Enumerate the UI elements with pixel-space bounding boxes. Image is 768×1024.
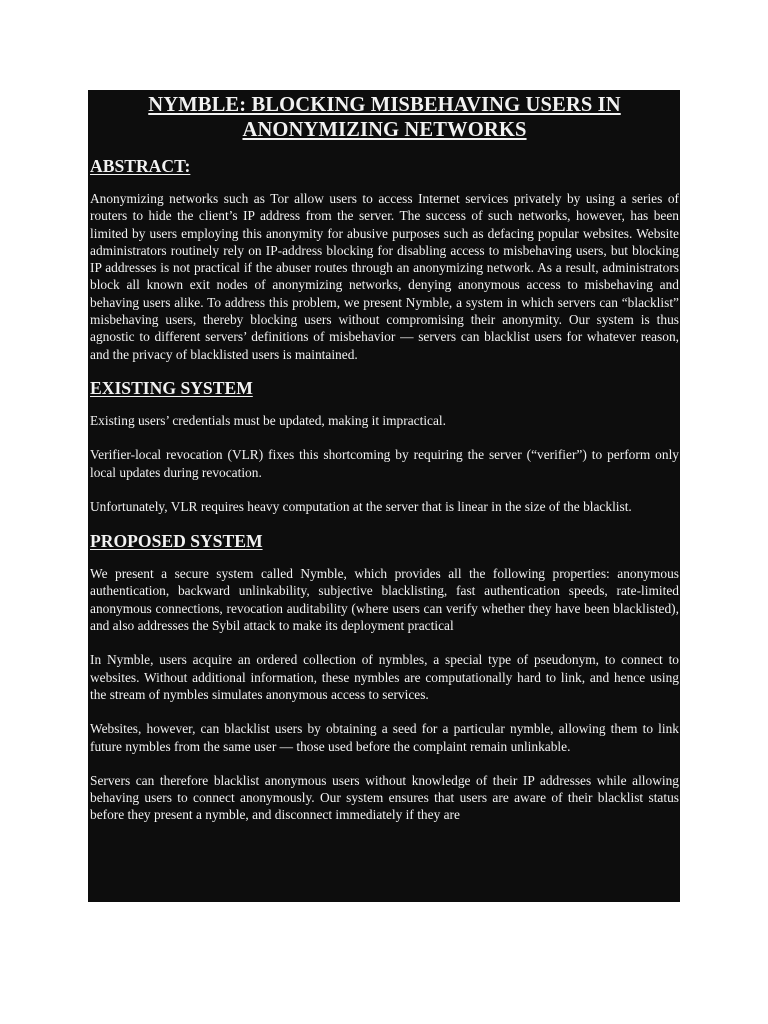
existing-system-paragraph-3: Unfortunately, VLR requires heavy computation at the server that is linear in the size of the blacklist. <box>90 498 632 514</box>
proposed-system-paragraph-2: In Nymble, users acquire an ordered collection of nymbles, a special type of pseudonym, to connect to websites. Without additional information, these nymbles are computationally hard to link, and hence using the stream of nymbles simulates anonymous access to services. <box>90 652 679 702</box>
existing-system-heading: EXISTING SYSTEM <box>90 377 253 398</box>
document-title <box>90 93 679 143</box>
abstract-heading: ABSTRACT: <box>90 156 191 176</box>
document-page <box>88 90 680 902</box>
title-line-1: NYMBLE: BLOCKING MISBEHAVING USERS IN <box>148 94 621 116</box>
proposed-system-paragraph-3: Websites, however, can blacklist users by obtaining a seed for a particular nymble, allowing them to link future nymbles from the same user — those used before the complaint remain unlinkable. <box>90 721 679 754</box>
existing-system-paragraph-1: Existing users’ credentials must be updated, making it impractical. <box>90 412 446 428</box>
proposed-system-paragraph-4: Servers can therefore blacklist anonymous users without knowledge of their IP addresses while allowing behaving users to connect anonymously. Our system ensures that users are aware of their blacklist status before they present a nymble, and disconnect immediately if they are <box>90 772 679 823</box>
proposed-system-heading: PROPOSED SYSTEM <box>90 531 263 552</box>
title-line-2: ANONYMIZING NETWORKS <box>242 119 527 141</box>
existing-system-paragraph-2: Verifier-local revocation (VLR) fixes this shortcoming by requiring the server (“verifier”) to perform only local updates during revocation. <box>90 447 679 480</box>
proposed-system-paragraph-1: We present a secure system called Nymble, which provides all the following properties: anonymous authentication, backward unlinkability, subjective blacklisting, fast authentication speeds, rate-limited anonymous connections, revocation auditability (where users can verify whether they have been blacklisted), and also addresses the Sybil attack to make its deployment practical <box>90 566 679 634</box>
abstract-paragraph: Anonymizing networks such as Tor allow users to access Internet services privately by using a series of routers to hide the client’s IP address from the server. The success of such networks, however, has been limited by users employing this anonymity for abusive purposes such as defacing popular websites. Website administrators routinely rely on IP-address blocking for disabling access to misbehaving users, but blocking IP addresses is not practical if the abuser routes through an anonymizing network. As a result, administrators block all known exit nodes of anonymizing networks, denying anonymous access to misbehaving and behaving users alike. To address this problem, we present Nymble, a system in which servers can “blacklist” misbehaving users, thereby blocking users without compromising their anonymity. Our system is thus agnostic to different servers’ definitions of misbehavior — servers can blacklist users for whatever reason, and the privacy of blacklisted users is maintained. <box>90 191 679 362</box>
